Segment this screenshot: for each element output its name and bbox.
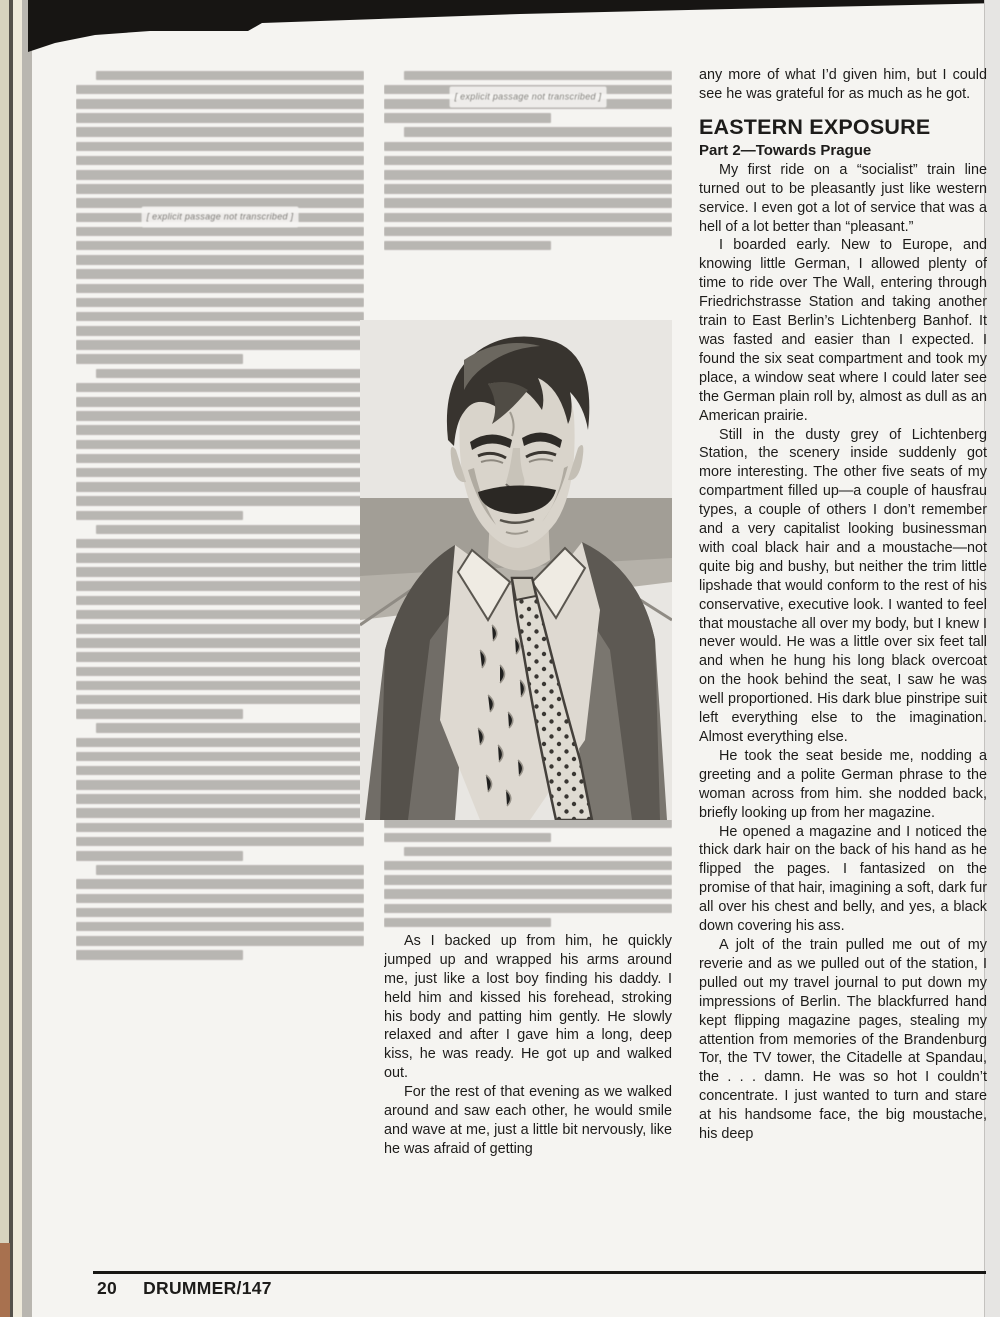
scan-spine-edge [0,0,9,1317]
column-1 [76,66,364,1262]
page-number: 20 [97,1278,118,1298]
magazine-title: DRUMMER/147 [143,1278,272,1298]
body-paragraph: any more of what I’d given him, but I could see he was grateful for as much as he got. [699,67,987,102]
portrait-sketch-svg [360,320,672,820]
portrait-illustration [360,320,672,820]
body-paragraph: As I backed up from him, he quickly jumped up and wrapped his arms around me, just like a lost boy finding his daddy. I held him and kissed his forehead, stroking his body and patting him gently. He slowly relaxed and after I gave him a long, deep kiss, he was ready. He got up and walked out. [384,932,672,1082]
section-heading: EASTERN EXPOSURE [699,114,931,139]
body-paragraph: A jolt of the train pulled me out of my reverie and as we pulled out of the station, I pulled out my travel journal to put down my impressions of Berlin. The blackfurred hand kept flipping magazine pages, stealing my attention from memories of the Brandenburg Tor, the TV tower, the Citadelle at Spandau, the . . . damn. He was so hot I couldn’t concentrate. I just wanted to turn and stare at his handsome face, the big moustache, his deep [699,936,987,1143]
body-paragraph: He took the seat beside me, nodding a greeting and a polite German phrase to the woman across from him. she nodded back, briefly looking up from her magazine. [699,747,987,821]
footer-rule [93,1271,986,1274]
body-paragraph: Still in the dusty grey of Lichtenberg Station, the scenery inside suddenly got more interesting. The other five seats of my compartment filled up—a couple of hausfrau types, a couple of others I don’t remember and a very capitalist looking businessman with coal black hair and a moustache—not quite big and bushy, but neither the trim little lipshade that would conform to the rest of his conservative, executive look. I wanted to feel that moustache all over my body, but I knew I never would. He was a little over six feet tall and when he hung his long black overcoat on the hook behind the seat, I saw he was well proportioned. His dark blue pinstripe suit left everything else to the imagination. Almost everything else. [699,426,987,745]
redaction-note: [ explicit passage not transcribed ] [450,86,607,107]
section-subheading: Part 2—Towards Prague [699,141,872,159]
redacted-paragraph [384,127,672,250]
body-paragraph: My first ride on a “socialist” train line turned out to be pleasantly just like western service. I even got a lot of service that was a hell of a lot better than “pleasant.” [699,161,987,235]
redacted-paragraph [76,865,364,960]
redacted-paragraph [76,369,364,520]
scan-page-shadow [22,0,32,1317]
scan-binding-corner [0,1243,10,1317]
redacted-paragraph [384,71,672,123]
footer [97,1278,272,1299]
scan-page-edge [13,0,22,1317]
scan-top-shadow [0,0,1000,60]
redacted-paragraph [76,525,364,719]
column-3 [699,66,987,1262]
redacted-paragraph [76,723,364,860]
redacted-paragraph [76,71,364,364]
body-paragraph: I boarded early. New to Europe, and knowing little German, I allowed plenty of time to ride over The Wall, entering through Friedrichstrasse Station and taking another train to East Berlin’s Lichtenberg Banhof. It was fasted and easier than I expected. I found the six seat compartment and took my place, a window seat where I could later see the German plain roll by, almost as dull as an American prairie. [699,237,987,424]
redaction-note: [ explicit passage not transcribed ] [142,207,299,228]
body-paragraph: He opened a magazine and I noticed the thick dark hair on the back of his hand as he flipped the pages. I fantasized on the promise of that hair, imagining a soft, dark fur all over his chest and belly, and yes, a black down covering his ass. [699,823,987,935]
redacted-paragraph [384,847,672,927]
body-paragraph: For the rest of that evening as we walked around and saw each other, he would smile and wave at me, just a little bit nervously, like he was afraid of getting [384,1084,672,1157]
